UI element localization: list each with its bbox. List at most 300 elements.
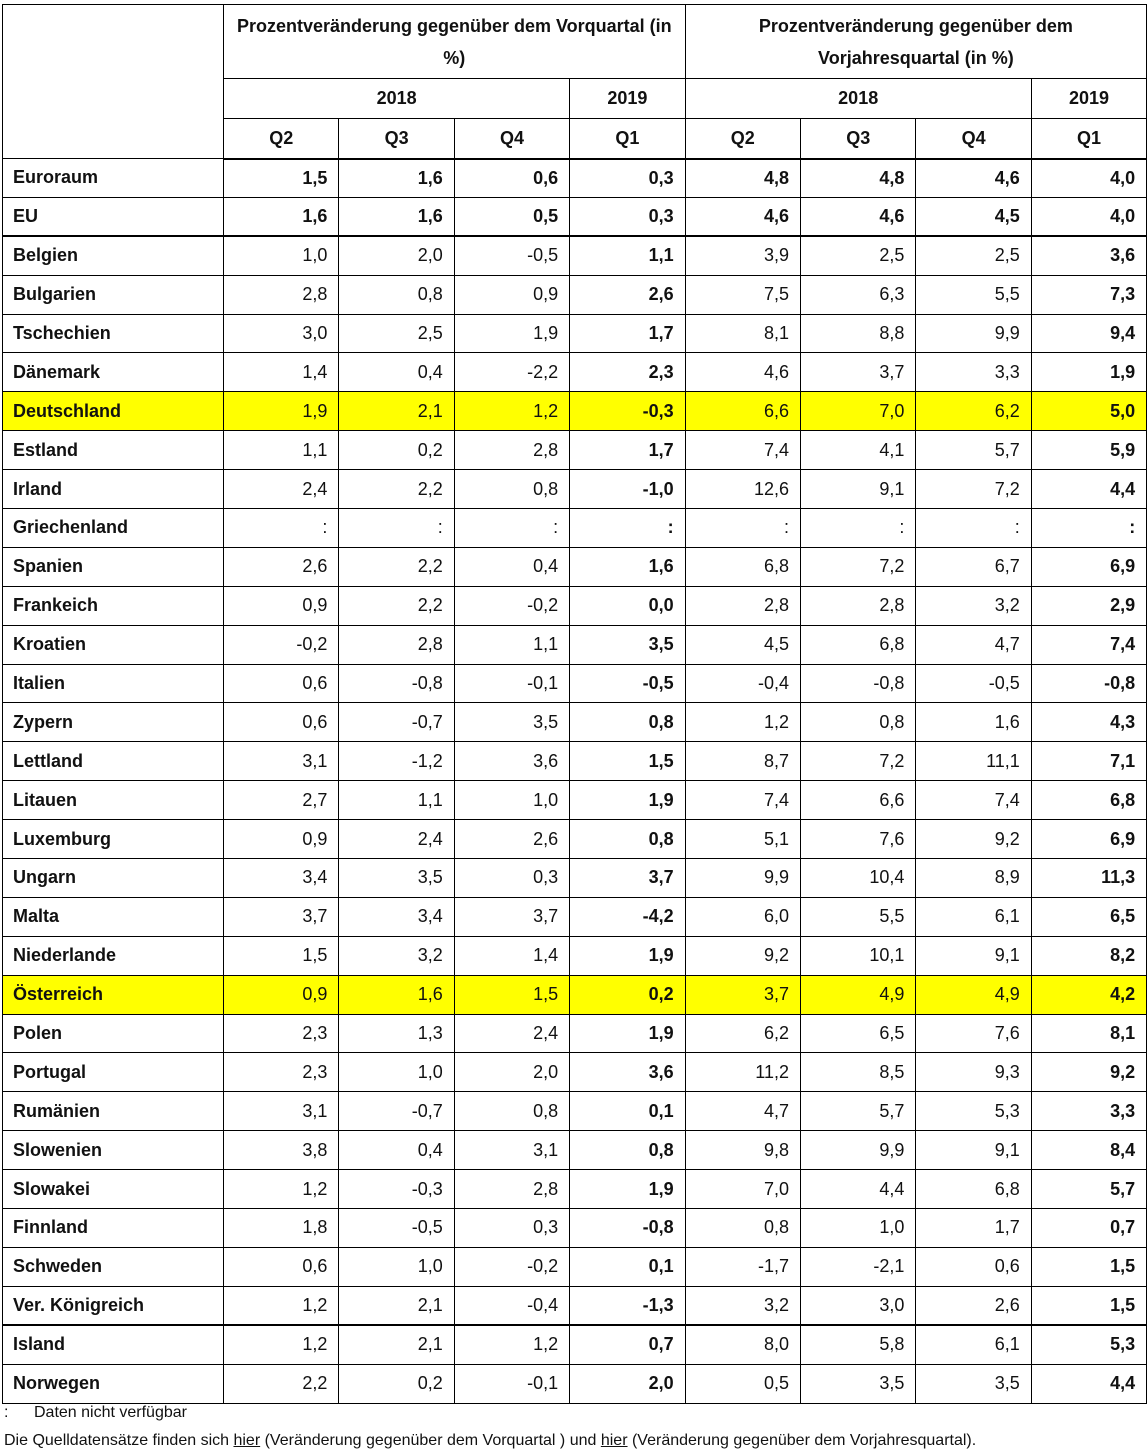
country-cell: Tschechien [3,314,224,353]
value-cell: 1,6 [916,703,1031,742]
value-cell: 6,1 [916,1325,1031,1364]
value-cell: 3,3 [916,353,1031,392]
value-cell: 2,6 [454,820,569,859]
value-cell: 5,1 [685,820,800,859]
value-cell: 7,4 [916,781,1031,820]
value-cell: 12,6 [685,470,800,509]
value-cell: 3,3 [1031,1092,1146,1131]
value-cell: 3,7 [801,353,916,392]
value-cell: 1,7 [570,314,685,353]
value-cell: 7,0 [685,1170,800,1209]
value-cell: 0,9 [224,820,339,859]
value-cell: 1,2 [224,1286,339,1325]
value-cell: 5,3 [916,1092,1031,1131]
value-cell: 1,6 [339,975,454,1014]
value-cell: 2,8 [801,586,916,625]
value-cell: 9,1 [916,1131,1031,1170]
value-cell: -0,8 [1031,664,1146,703]
value-cell: 2,4 [339,820,454,859]
value-cell: 2,1 [339,392,454,431]
value-cell: : [801,509,916,548]
value-cell: 6,1 [916,897,1031,936]
value-cell: 4,6 [916,159,1031,198]
table-row [3,625,1147,664]
value-cell: 2,3 [224,1014,339,1053]
value-cell: 9,9 [916,314,1031,353]
value-cell: 6,8 [1031,781,1146,820]
footnote-unavailable [4,1404,187,1422]
value-cell: 1,6 [339,197,454,236]
value-cell: 1,0 [801,1209,916,1248]
value-cell: 2,4 [224,470,339,509]
table-row [3,1131,1147,1170]
value-cell: 1,3 [339,1014,454,1053]
value-cell: -1,7 [685,1247,800,1286]
header-group-vorquartal: Prozentveränderung gegenüber dem Vorquartal (in %) [224,5,686,79]
value-cell: 5,7 [1031,1170,1146,1209]
value-cell: 2,5 [339,314,454,353]
value-cell: 2,6 [916,1286,1031,1325]
country-cell: Niederlande [3,936,224,975]
value-cell: 2,6 [570,275,685,314]
value-cell: 9,2 [685,936,800,975]
footnote-symbol: : [4,1404,9,1421]
country-cell: Kroatien [3,625,224,664]
value-cell: 3,5 [570,625,685,664]
value-cell: 1,9 [570,1014,685,1053]
value-cell: 0,3 [454,859,569,898]
value-cell: 0,8 [570,820,685,859]
value-cell: 2,3 [224,1053,339,1092]
value-cell: 4,8 [685,159,800,198]
header-year-2019-a: 2019 [570,79,685,119]
value-cell: 0,6 [224,664,339,703]
value-cell: 3,1 [224,742,339,781]
value-cell: 9,4 [1031,314,1146,353]
sources-prefix: Die Quelldatensätze finden sich [4,1432,234,1449]
value-cell: 0,3 [570,197,685,236]
value-cell: -1,3 [570,1286,685,1325]
value-cell: 8,2 [1031,936,1146,975]
value-cell: 6,5 [1031,897,1146,936]
value-cell: 4,0 [1031,197,1146,236]
value-cell: 1,1 [570,236,685,275]
header-year-2019-b: 2019 [1031,79,1146,119]
source-link-vorquartal[interactable]: hier [233,1432,261,1449]
value-cell: 0,8 [339,275,454,314]
table-row [3,586,1147,625]
header-year-2018-a: 2018 [224,79,570,119]
value-cell: 3,2 [916,586,1031,625]
value-cell: 11,3 [1031,859,1146,898]
value-cell: 4,4 [801,1170,916,1209]
value-cell: 1,5 [570,742,685,781]
value-cell: 5,0 [1031,392,1146,431]
value-cell: 3,7 [454,897,569,936]
value-cell: 2,2 [224,1364,339,1403]
value-cell: -0,2 [454,586,569,625]
value-cell: 4,3 [1031,703,1146,742]
value-cell: 2,5 [801,236,916,275]
value-cell: 0,7 [1031,1209,1146,1248]
value-cell: 0,1 [570,1092,685,1131]
table-row [3,742,1147,781]
table-row [3,353,1147,392]
value-cell: 7,0 [801,392,916,431]
country-cell: Estland [3,431,224,470]
country-cell: Portugal [3,1053,224,1092]
value-cell: 2,1 [339,1325,454,1364]
value-cell: 6,8 [685,547,800,586]
value-cell: 7,4 [685,781,800,820]
value-cell: 0,7 [570,1325,685,1364]
value-cell: 0,2 [339,431,454,470]
value-cell: 1,4 [224,353,339,392]
value-cell: 5,5 [916,275,1031,314]
value-cell: 2,3 [570,353,685,392]
table-row [3,236,1147,275]
value-cell: -0,5 [454,236,569,275]
value-cell: 2,0 [454,1053,569,1092]
value-cell: 11,2 [685,1053,800,1092]
value-cell: 0,9 [224,586,339,625]
value-cell: 1,5 [224,159,339,198]
value-cell: 1,8 [224,1209,339,1248]
value-cell: 6,6 [801,781,916,820]
header-quarter: Q1 [570,119,685,159]
country-cell: Frankeich [3,586,224,625]
value-cell: 9,1 [801,470,916,509]
table-row [3,664,1147,703]
value-cell: 0,4 [339,1131,454,1170]
header-quarter: Q3 [339,119,454,159]
table-row [3,392,1147,431]
value-cell: 0,5 [454,197,569,236]
value-cell: 4,7 [916,625,1031,664]
value-cell: 7,3 [1031,275,1146,314]
table-row [3,1092,1147,1131]
table-row [3,197,1147,236]
table-row [3,1364,1147,1403]
table-row [3,1247,1147,1286]
value-cell: 7,1 [1031,742,1146,781]
value-cell: 7,4 [1031,625,1146,664]
value-cell: -0,7 [339,1092,454,1131]
value-cell: 3,4 [224,859,339,898]
value-cell: 1,5 [1031,1247,1146,1286]
value-cell: 6,3 [801,275,916,314]
value-cell: 6,9 [1031,820,1146,859]
value-cell: -0,7 [339,703,454,742]
footnote-sources [4,1432,976,1450]
value-cell: 1,2 [224,1170,339,1209]
value-cell: -4,2 [570,897,685,936]
footnote-text: Daten nicht verfügbar [34,1404,187,1421]
country-cell: Malta [3,897,224,936]
value-cell: 7,4 [685,431,800,470]
country-cell: Ver. Königreich [3,1286,224,1325]
value-cell: 2,8 [685,586,800,625]
value-cell: 0,6 [224,703,339,742]
value-cell: -0,2 [224,625,339,664]
value-cell: 1,1 [339,781,454,820]
value-cell: 4,6 [685,197,800,236]
value-cell: 4,9 [916,975,1031,1014]
value-cell: 5,7 [916,431,1031,470]
value-cell: 5,5 [801,897,916,936]
value-cell: -1,2 [339,742,454,781]
value-cell: 6,0 [685,897,800,936]
value-cell: 4,9 [801,975,916,1014]
table-row [3,1286,1147,1325]
table-row [3,820,1147,859]
value-cell: 3,7 [570,859,685,898]
country-cell: Ungarn [3,859,224,898]
corner-cell [3,5,224,159]
table-row [3,703,1147,742]
value-cell: 7,6 [916,1014,1031,1053]
value-cell: 11,1 [916,742,1031,781]
value-cell: 1,4 [454,936,569,975]
gdp-change-table [2,4,1147,1404]
value-cell: 2,5 [916,236,1031,275]
value-cell: 1,2 [224,1325,339,1364]
value-cell: 0,0 [570,586,685,625]
value-cell: 9,9 [685,859,800,898]
country-cell: Slowakei [3,1170,224,1209]
value-cell: : [685,509,800,548]
country-cell: Belgien [3,236,224,275]
country-cell: Rumänien [3,1092,224,1131]
country-cell: Polen [3,1014,224,1053]
value-cell: 0,8 [454,1092,569,1131]
value-cell: 7,2 [801,547,916,586]
value-cell: 3,1 [224,1092,339,1131]
value-cell: 0,3 [454,1209,569,1248]
value-cell: 1,5 [454,975,569,1014]
value-cell: 2,2 [339,547,454,586]
value-cell: 3,5 [801,1364,916,1403]
table-row [3,1209,1147,1248]
value-cell: 4,2 [1031,975,1146,1014]
value-cell: 3,6 [1031,236,1146,275]
value-cell: 3,5 [339,859,454,898]
value-cell: 2,8 [224,275,339,314]
value-cell: 1,9 [570,1170,685,1209]
header-quarter: Q1 [1031,119,1146,159]
value-cell: 9,8 [685,1131,800,1170]
table-row [3,1053,1147,1092]
table-row [3,936,1147,975]
value-cell: 8,1 [1031,1014,1146,1053]
source-link-vorjahresquartal[interactable]: hier [600,1432,628,1449]
value-cell: 1,6 [339,159,454,198]
table-row [3,781,1147,820]
value-cell: 0,5 [685,1364,800,1403]
value-cell: 10,4 [801,859,916,898]
value-cell: 0,6 [454,159,569,198]
value-cell: 8,8 [801,314,916,353]
value-cell: 5,7 [801,1092,916,1131]
value-cell: 6,9 [1031,547,1146,586]
country-cell: Schweden [3,1247,224,1286]
value-cell: 7,2 [801,742,916,781]
value-cell: 1,9 [454,314,569,353]
value-cell: 3,4 [339,897,454,936]
value-cell: -0,2 [454,1247,569,1286]
value-cell: 3,9 [685,236,800,275]
value-cell: 6,2 [916,392,1031,431]
value-cell: : [570,509,685,548]
value-cell: 3,8 [224,1131,339,1170]
value-cell: 3,1 [454,1131,569,1170]
value-cell: 9,2 [916,820,1031,859]
country-cell: Irland [3,470,224,509]
value-cell: 2,8 [454,431,569,470]
value-cell: 5,9 [1031,431,1146,470]
value-cell: 0,8 [801,703,916,742]
table-row [3,1014,1147,1053]
value-cell: 4,8 [801,159,916,198]
value-cell: 7,5 [685,275,800,314]
value-cell: 2,7 [224,781,339,820]
value-cell: 3,0 [801,1286,916,1325]
header-quarter: Q4 [916,119,1031,159]
value-cell: -0,4 [454,1286,569,1325]
country-cell: Österreich [3,975,224,1014]
value-cell: 6,8 [801,625,916,664]
value-cell: 7,2 [916,470,1031,509]
value-cell: 0,6 [916,1247,1031,1286]
table-row [3,1325,1147,1364]
header-quarter: Q4 [454,119,569,159]
value-cell: 0,4 [339,353,454,392]
country-cell: Spanien [3,547,224,586]
value-cell: -0,1 [454,1364,569,1403]
value-cell: 0,4 [454,547,569,586]
value-cell: -0,5 [570,664,685,703]
value-cell: -2,1 [801,1247,916,1286]
header-quarter: Q3 [801,119,916,159]
value-cell: 6,8 [916,1170,1031,1209]
value-cell: 1,1 [454,625,569,664]
value-cell: -1,0 [570,470,685,509]
value-cell: 4,6 [801,197,916,236]
table-row [3,159,1147,198]
table-row [3,547,1147,586]
header-year-2018-b: 2018 [685,79,1031,119]
value-cell: -0,8 [570,1209,685,1248]
value-cell: 1,0 [339,1053,454,1092]
header-group-vorjahresquartal: Prozentveränderung gegenüber dem Vorjahresquartal (in %) [685,5,1147,79]
header-quarter: Q2 [224,119,339,159]
country-cell: Zypern [3,703,224,742]
value-cell: -0,3 [570,392,685,431]
value-cell: 2,8 [454,1170,569,1209]
value-cell: 2,0 [339,236,454,275]
value-cell: 2,8 [339,625,454,664]
sources-mid: (Veränderung gegenüber dem Vorquartal ) und [260,1432,601,1449]
value-cell: 1,1 [224,431,339,470]
country-cell: Lettland [3,742,224,781]
value-cell: 4,7 [685,1092,800,1131]
value-cell: : [916,509,1031,548]
value-cell: 2,9 [1031,586,1146,625]
value-cell: 8,9 [916,859,1031,898]
value-cell: 1,7 [916,1209,1031,1248]
value-cell: 1,2 [454,392,569,431]
value-cell: : [1031,509,1146,548]
value-cell: 3,5 [454,703,569,742]
value-cell: 5,8 [801,1325,916,1364]
value-cell: 3,7 [224,897,339,936]
country-cell: Italien [3,664,224,703]
value-cell: -0,4 [685,664,800,703]
table-row [3,275,1147,314]
country-cell: Deutschland [3,392,224,431]
value-cell: 4,5 [685,625,800,664]
value-cell: 2,1 [339,1286,454,1325]
value-cell: 7,6 [801,820,916,859]
value-cell: 1,9 [1031,353,1146,392]
value-cell: -0,8 [339,664,454,703]
value-cell: 1,0 [454,781,569,820]
value-cell: 0,1 [570,1247,685,1286]
value-cell: 3,2 [685,1286,800,1325]
value-cell: : [454,509,569,548]
value-cell: 2,2 [339,470,454,509]
value-cell: 1,6 [570,547,685,586]
value-cell: 4,0 [1031,159,1146,198]
value-cell: 1,5 [224,936,339,975]
value-cell: 0,8 [570,703,685,742]
value-cell: 1,6 [224,197,339,236]
country-cell: Litauen [3,781,224,820]
value-cell: -0,5 [916,664,1031,703]
table-row [3,975,1147,1014]
value-cell: 6,7 [916,547,1031,586]
value-cell: 1,9 [224,392,339,431]
value-cell: -0,1 [454,664,569,703]
country-cell: Island [3,1325,224,1364]
value-cell: 8,4 [1031,1131,1146,1170]
value-cell: 1,0 [339,1247,454,1286]
value-cell: 1,9 [570,936,685,975]
value-cell: 5,3 [1031,1325,1146,1364]
value-cell: 1,7 [570,431,685,470]
table-row [3,859,1147,898]
country-cell: Bulgarien [3,275,224,314]
value-cell: -0,3 [339,1170,454,1209]
country-cell: Griechenland [3,509,224,548]
country-cell: EU [3,197,224,236]
value-cell: : [224,509,339,548]
country-cell: Euroraum [3,159,224,198]
value-cell: 8,7 [685,742,800,781]
header-quarter: Q2 [685,119,800,159]
table-row [3,897,1147,936]
value-cell: 2,0 [570,1364,685,1403]
value-cell: 1,2 [685,703,800,742]
value-cell: 4,4 [1031,470,1146,509]
table-row [3,431,1147,470]
value-cell: 3,7 [685,975,800,1014]
value-cell: 3,5 [916,1364,1031,1403]
country-cell: Slowenien [3,1131,224,1170]
value-cell: 0,8 [454,470,569,509]
value-cell: 8,1 [685,314,800,353]
value-cell: 1,0 [224,236,339,275]
